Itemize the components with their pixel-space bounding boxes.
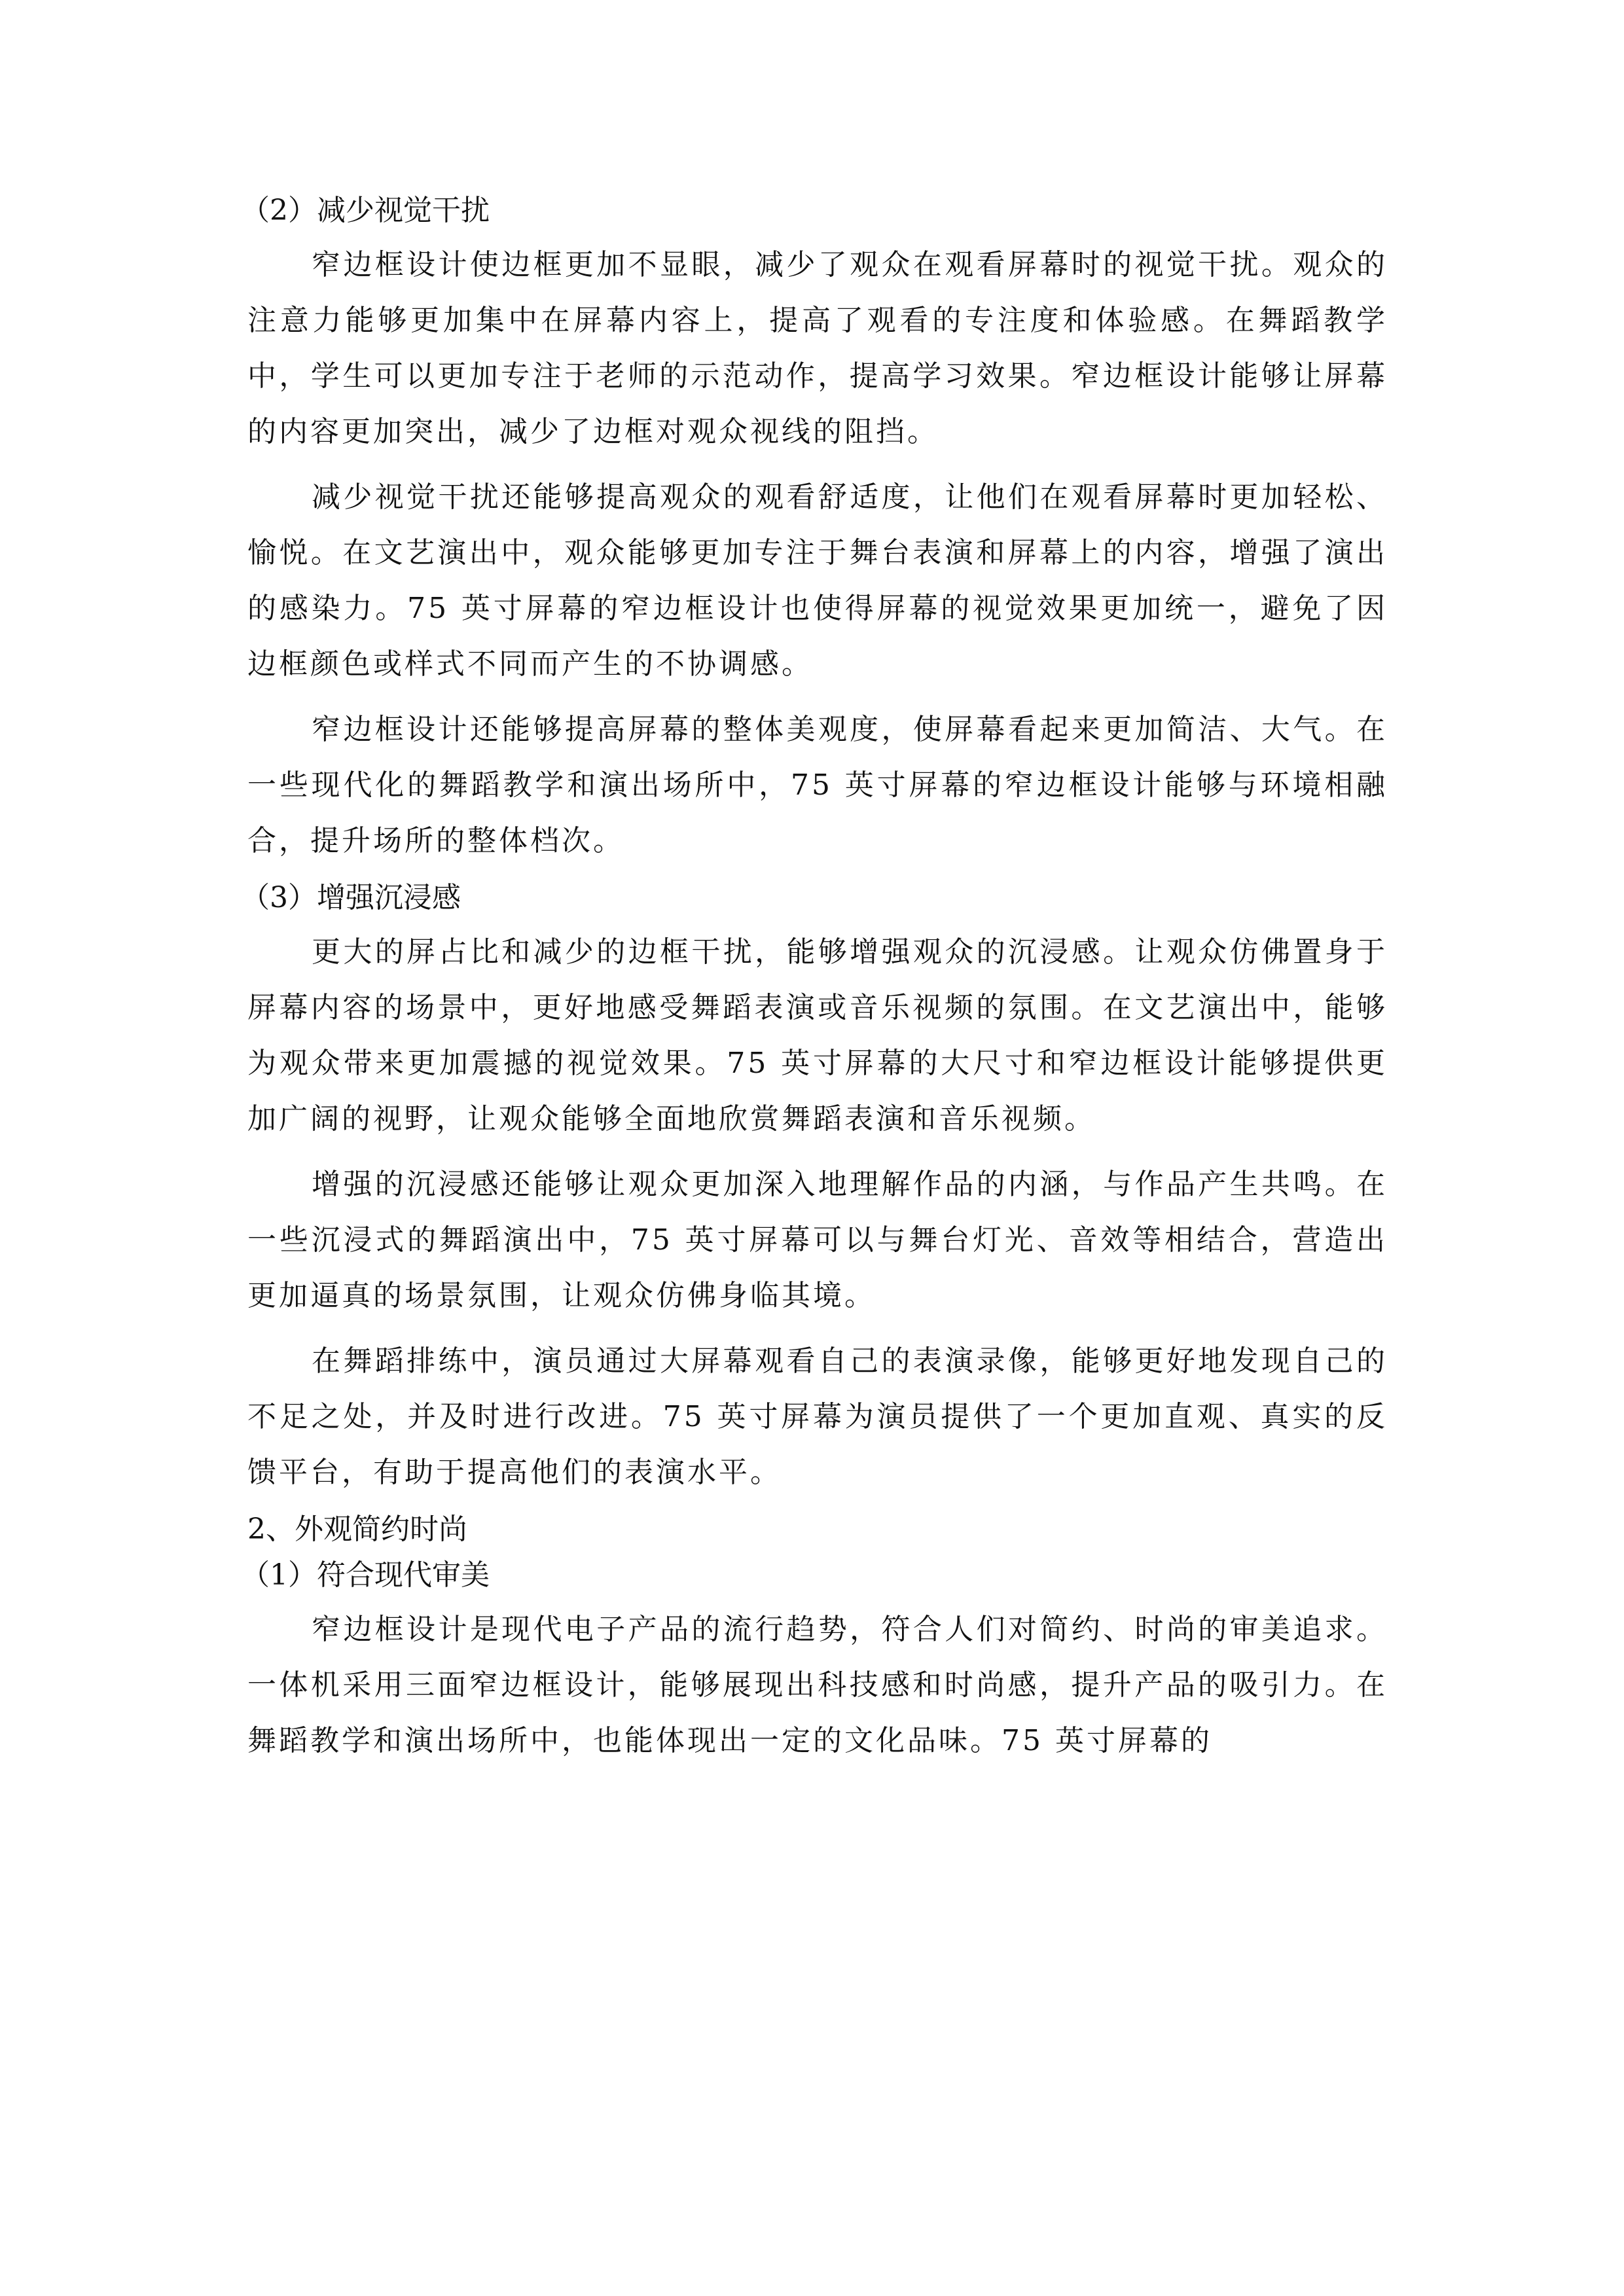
document-body [241,191,1388,1778]
subheading-modern-aesthetics: （1）符合现代审美 [241,1558,490,1592]
paragraph-overall-aesthetics: 窄边框设计还能够提高屏幕的整体美观度，使屏幕看起来更加简洁、大气。在一些现代化的舞蹈教学和演出场所中，75 英寸屏幕的窄边框设计能够与环境相融合，提升场所的整体档次。 [247,713,1388,857]
subheading-reduce-visual-interference: （2）减少视觉干扰 [241,194,490,227]
paragraph-immersion-screen-ratio: 更大的屏占比和减少的边框干扰，能够增强观众的沉浸感。让观众仿佛置身于屏幕内容的场景中，更好地感受舞蹈表演或音乐视频的氛围。在文艺演出中，能够为观众带来更加震撼的视觉效果。75 英寸屏幕的大尺寸和窄边框设计能够提供更加广阔的视野，让观众能够全面地欣赏舞蹈表演和音乐视频。 [247,935,1388,1136]
paragraph-rehearsal-feedback: 在舞蹈排练中，演员通过大屏幕观看自己的表演录像，能够更好地发现自己的不足之处，并及时进行改进。75 英寸屏幕为演员提供了一个更加直观、真实的反馈平台，有助于提高他们的表演水平。 [247,1344,1388,1489]
paragraph-viewing-comfort: 减少视觉干扰还能够提高观众的观看舒适度，让他们在观看屏幕时更加轻松、愉悦。在文艺演出中，观众能够更加专注于舞台表演和屏幕上的内容，增强了演出的感染力。75 英寸屏幕的窄边框设计也使得屏幕的视觉效果更加统一，避免了因边框颜色或样式不同而产生的不协调感。 [247,480,1388,681]
paragraph-modern-trend: 窄边框设计是现代电子产品的流行趋势，符合人们对简约、时尚的审美追求。一体机采用三面窄边框设计，能够展现出科技感和时尚感，提升产品的吸引力。在舞蹈教学和演出场所中，也能体现出一定的文化品味。75 英寸屏幕的 [247,1613,1388,1757]
heading-simple-stylish-appearance: 2、外观简约时尚 [247,1513,467,1546]
paragraph-narrow-bezel-focus: 窄边框设计使边框更加不显眼，减少了观众在观看屏幕时的视觉干扰。观众的注意力能够更加集中在屏幕内容上，提高了观看的专注度和体验感。在舞蹈教学中，学生可以更加专注于老师的示范动作，提高学习效果。窄边框设计能够让屏幕的内容更加突出，减少了边框对观众视线的阻挡。 [247,248,1388,448]
paragraph-immersion-resonance: 增强的沉浸感还能够让观众更加深入地理解作品的内涵，与作品产生共鸣。在一些沉浸式的舞蹈演出中，75 英寸屏幕可以与舞台灯光、音效等相结合，营造出更加逼真的场景氛围，让观众仿佛身临其境。 [247,1168,1388,1312]
subheading-enhance-immersion: （3）增强沉浸感 [241,881,461,914]
